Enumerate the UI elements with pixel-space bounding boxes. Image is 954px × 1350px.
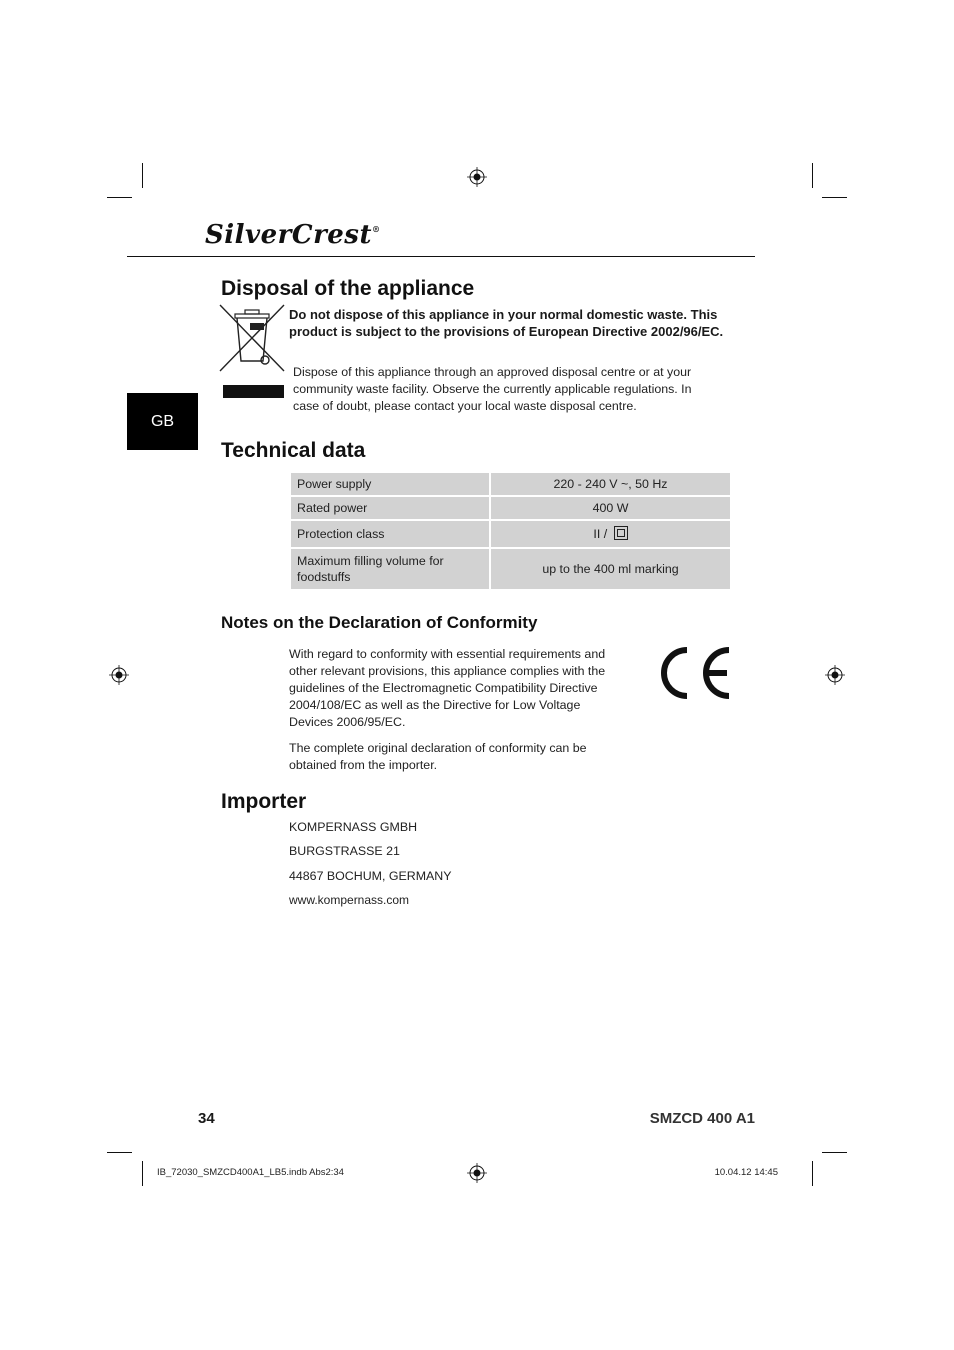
technical-table [289,471,732,591]
header-rule [127,256,755,257]
crop-mark [107,197,132,198]
conformity-paragraph-1: With regard to conformity with essential requirements and other relevant provisions, this appliance complies with the guidelines of the Electromagnetic Compatibility Directive 2004/108/EC as well as the Directive for Low Voltage Devices 2006/95/EC. [289,647,606,729]
conformity-heading: Notes on the Declaration of Conformity [221,613,538,632]
double-insulation-icon [614,526,628,540]
disposal-heading: Disposal of the appliance [221,277,475,300]
table-cell-value: II / [491,521,730,547]
crop-mark [822,197,847,198]
importer-website[interactable]: www.kompernass.com [289,893,410,907]
conformity-paragraph-2: The complete original declaration of conformity can be obtained from the importer. [289,741,587,772]
table-cell-label: Protection class [291,521,489,547]
table-cell-value: 400 W [491,497,730,519]
crop-mark [142,1161,143,1186]
table-cell-label: Rated power [291,497,489,519]
registration-mark-icon [467,1163,487,1183]
bin-underline-bar [223,385,284,398]
slug-date: 10.04.12 14:45 [714,1167,778,1178]
crop-mark [822,1152,847,1153]
crop-mark [142,163,143,188]
importer-heading: Importer [221,790,307,813]
technical-heading: Technical data [221,439,366,462]
ce-mark-icon [655,644,733,702]
table-cell-value: up to the 400 ml marking [491,549,730,589]
crop-mark [812,1161,813,1186]
disposal-warning: Do not dispose of this appliance in your normal domestic waste. This product is subject to the provisions of European Directive 2002/96/EC. [289,307,724,339]
importer-street: BURGSTRASSE 21 [289,844,400,858]
crop-mark [107,1152,132,1153]
registration-mark-icon [109,665,129,685]
table-cell-label: Maximum filling volume for foodstuffs [291,549,489,589]
brand-logo: SilverCrest® [205,220,381,250]
table-cell-label: Power supply [291,473,489,495]
importer-name: KOMPERNASS GMBH [289,820,418,834]
slug-file: IB_72030_SMZCD400A1_LB5.indb Abs2:34 [157,1167,344,1178]
table-row [291,473,730,495]
language-tab: GB [127,393,198,450]
importer-city: 44867 BOCHUM, GERMANY [289,869,452,883]
table-row [291,549,730,589]
crop-mark [812,163,813,188]
page-number: 34 [198,1110,215,1127]
registration-mark-icon [467,167,487,187]
registration-mark-icon [825,665,845,685]
table-row [291,521,730,547]
table-cell-value: 220 - 240 V ~, 50 Hz [491,473,730,495]
table-row [291,497,730,519]
disposal-text: Dispose of this appliance through an approved disposal centre or at your community waste facility. Observe the currently applicable regulations. In case of doubt, please contact your local waste disposal centre. [293,365,692,413]
model-number: SMZCD 400 A1 [649,1110,755,1127]
crossed-bin-icon [218,303,286,373]
